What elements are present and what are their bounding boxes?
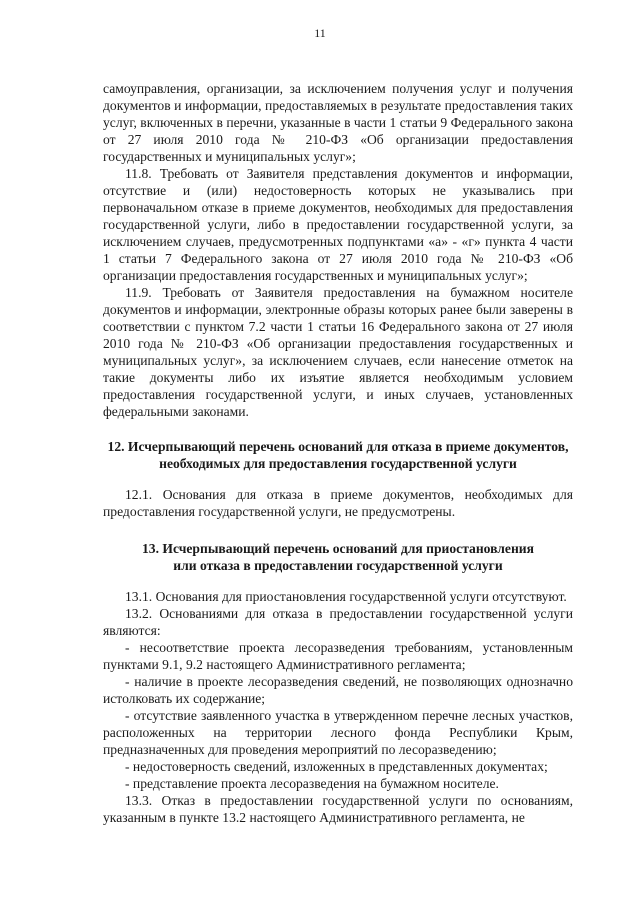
section-13-heading [103,540,573,574]
list-item-requirements-mismatch: - несоответствие проекта лесоразведения требованиям, установленным пунктами 9.1, 9.2 настоящего Административного регламента; [103,640,573,672]
section-12-heading: 12. Исчерпывающий перечень оснований для отказа в приеме документов, необходимых для предоставления государственной услуги [107,439,569,471]
paragraph-11-7-tail: самоуправления, организации, за исключением получения услуг и получения документов и информации, предоставляемых в результате предоставления таких услуг, включенных в перечни, указанные в части 1 статьи 9 Федерального закона от 27 июля 2010 года № 210-ФЗ «Об организации предоставления государственных и муниципальных услуг»; [103,81,573,164]
document-body [103,80,573,826]
list-item-ambiguous-info: - наличие в проекте лесоразведения сведений, не позволяющих однозначно истолковать их содержание; [103,674,573,706]
list-item-paper-submission: - представление проекта лесоразведения на бумажном носителе. [125,776,499,791]
paragraph-13-1: 13.1. Основания для приостановления государственной услуги отсутствуют. [125,589,567,604]
paragraph-11-9: 11.9. Требовать от Заявителя предоставления на бумажном носителе документов и информации, электронные образы которых ранее были заверены в соответствии с пунктом 7.2 части 1 статьи 16 Федерального закона от 27 июля 2010 года № 210-ФЗ «Об организации предоставления государственных и муниципальных услуг», за исключением случаев, если нанесение отметок на такие документы либо их изъятие является необходимым условием предоставления государственной услуги, и иных случаев, установленных федеральными законами. [103,285,573,419]
list-item-false-info: - недостоверность сведений, изложенных в представленных документах; [125,759,548,774]
section-13-heading-line1: 13. Исчерпывающий перечень оснований для приостановления [142,541,534,556]
paragraph-11-8: 11.8. Требовать от Заявителя представления документов и информации, отсутствие и (или) недостоверность которых не указывались при первоначальном отказе в приеме документов, необходимых для предоставления государственной услуги, либо в предоставлении государственной услуги, за исключением случаев, предусмотренных подпунктами «а» - «г» пункта 4 части 1 статьи 7 Федерального закона от 27 июля 2010 года № 210-ФЗ «Об организации предоставления государственных и муниципальных услуг»; [103,166,573,283]
list-item-missing-plot: - отсутствие заявленного участка в утвержденном перечне лесных участков, расположенных на территории лесного фонда Республики Крым, предназначенных для проведения мероприятий по лесоразведению; [103,708,573,757]
paragraph-13-2: 13.2. Основаниями для отказа в предоставлении государственной услуги являются: [103,606,573,638]
paragraph-12-1: 12.1. Основания для отказа в приеме документов, необходимых для предоставления государственной услуги, не предусмотрены. [103,487,573,519]
page-number: 11 [314,26,326,40]
paragraph-13-3: 13.3. Отказ в предоставлении государственной услуги по основаниям, указанным в пункте 13.2 настоящего Административного регламента, не [103,793,573,825]
section-13-heading-line2: или отказа в предоставлении государственной услуги [173,558,503,573]
